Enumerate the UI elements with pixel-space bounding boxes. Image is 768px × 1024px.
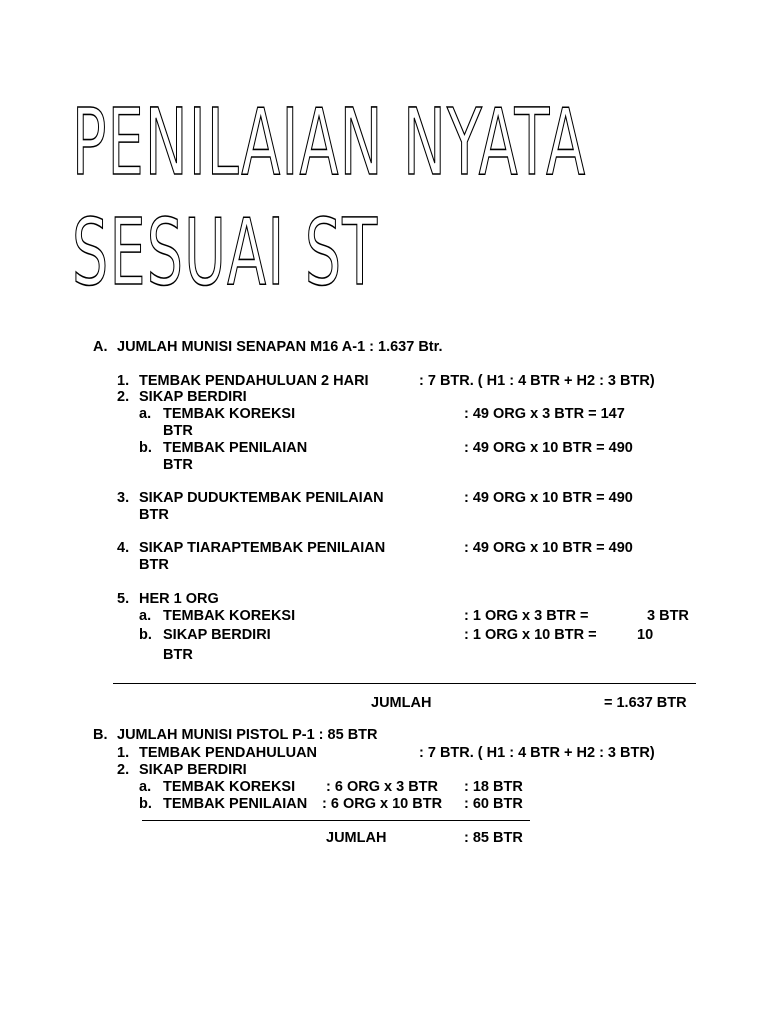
b-total-value: : 85 BTR xyxy=(464,830,523,846)
a-item4-wrap: BTR xyxy=(139,557,169,573)
a-item5a-amount: 3 BTR xyxy=(647,608,689,624)
b-item2b-text: TEMBAK PENILAIAN xyxy=(163,796,308,812)
a-item2a-wrap: BTR xyxy=(163,423,193,439)
a-item3-text: SIKAP DUDUKTEMBAK PENILAIAN xyxy=(139,490,384,506)
section-a-label: A. xyxy=(93,339,108,355)
section-a-total-rule xyxy=(113,683,696,684)
a-total-label: JUMLAH xyxy=(371,695,432,711)
a-item4-num: 4. xyxy=(117,540,130,556)
title-line-2: SESUAI ST xyxy=(72,199,379,306)
title-line-1: PENILAIAN NYATA xyxy=(72,89,587,196)
b-item2a-label: a. xyxy=(139,779,152,795)
a-item4-value: : 49 ORG x 10 BTR = 490 xyxy=(464,540,633,556)
a-item2-num: 2. xyxy=(117,389,130,405)
b-item1-value: : 7 BTR. ( H1 : 4 BTR + H2 : 3 BTR) xyxy=(419,745,655,761)
a-item3-num: 3. xyxy=(117,490,130,506)
b-item2a-text: TEMBAK KOREKSI xyxy=(163,779,296,795)
a-item4-text: SIKAP TIARAPTEMBAK PENILAIAN xyxy=(139,540,386,556)
b-item2-num: 2. xyxy=(117,762,130,778)
b-item1-text: TEMBAK PENDAHULUAN xyxy=(139,745,318,761)
a-item2b-label: b. xyxy=(139,440,152,456)
b-item2a-calc: : 6 ORG x 3 BTR xyxy=(326,779,438,795)
section-b-total-rule xyxy=(142,820,530,821)
b-item2a-value: : 18 BTR xyxy=(464,779,523,795)
a-item1-num: 1. xyxy=(117,373,130,389)
b-total-label: JUMLAH xyxy=(326,830,387,846)
a-item5a-label: a. xyxy=(139,608,152,624)
a-item5a-text: TEMBAK KOREKSI xyxy=(163,608,296,624)
a-item2b-text: TEMBAK PENILAIAN xyxy=(163,440,308,456)
a-item2b-value: : 49 ORG x 10 BTR = 490 xyxy=(464,440,633,456)
b-item2-text: SIKAP BERDIRI xyxy=(139,762,247,778)
a-item5-num: 5. xyxy=(117,591,130,607)
section-a-heading: JUMLAH MUNISI SENAPAN M16 A-1 : 1.637 Btr. xyxy=(117,339,443,355)
a-item1-value: : 7 BTR. ( H1 : 4 BTR + H2 : 3 BTR) xyxy=(419,373,655,389)
a-total-value: = 1.637 BTR xyxy=(604,695,687,711)
a-item5b-wrap: BTR xyxy=(163,647,193,663)
a-item2-text: SIKAP BERDIRI xyxy=(139,389,247,405)
section-b-heading: JUMLAH MUNISI PISTOL P-1 : 85 BTR xyxy=(117,727,378,743)
b-item1-num: 1. xyxy=(117,745,130,761)
a-item3-value: : 49 ORG x 10 BTR = 490 xyxy=(464,490,633,506)
a-item2b-wrap: BTR xyxy=(163,457,193,473)
a-item1-text: TEMBAK PENDAHULUAN 2 HARI xyxy=(139,373,369,389)
a-item5-text: HER 1 ORG xyxy=(139,591,219,607)
a-item2a-text: TEMBAK KOREKSI xyxy=(163,406,296,422)
a-item5b-label: b. xyxy=(139,627,152,643)
b-item2b-value: : 60 BTR xyxy=(464,796,523,812)
a-item2a-value: : 49 ORG x 3 BTR = 147 xyxy=(464,406,625,422)
a-item5b-amount: 10 xyxy=(637,627,654,643)
b-item2b-calc: : 6 ORG x 10 BTR xyxy=(322,796,443,812)
b-item2b-label: b. xyxy=(139,796,152,812)
a-item5a-value: : 1 ORG x 3 BTR = xyxy=(464,608,589,624)
a-item5b-text: SIKAP BERDIRI xyxy=(163,627,271,643)
a-item2a-label: a. xyxy=(139,406,152,422)
a-item3-wrap: BTR xyxy=(139,507,169,523)
a-item5b-value: : 1 ORG x 10 BTR = xyxy=(464,627,597,643)
section-b-label: B. xyxy=(93,727,108,743)
